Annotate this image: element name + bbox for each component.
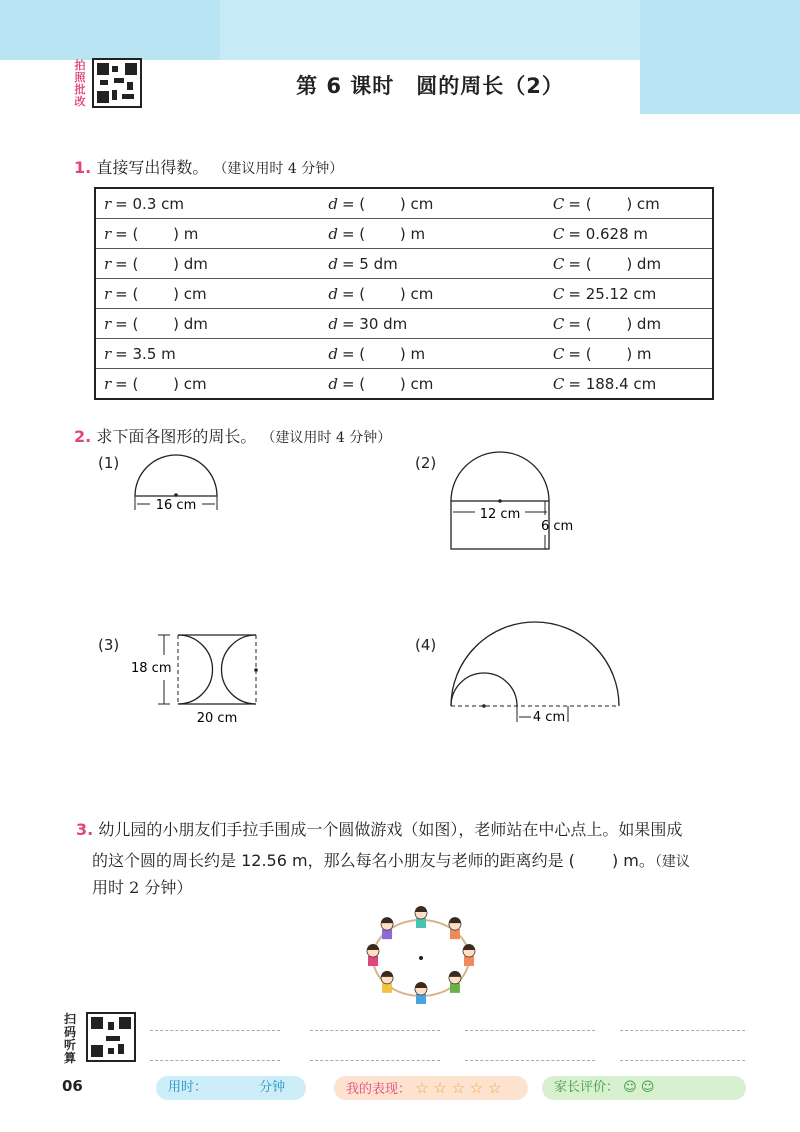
- children-circle-illustration: [356, 905, 486, 1010]
- q1-cell-c[interactable]: C = ( ) dm: [545, 249, 713, 279]
- q1-cell-c[interactable]: C = 0.628 m: [545, 219, 713, 249]
- child-figure: [449, 971, 461, 993]
- fig3-shape: [131, 635, 258, 726]
- answer-line: [310, 1060, 440, 1061]
- fig1-semicircle: [135, 455, 217, 513]
- q1-table: [94, 187, 714, 400]
- fig2-width: 12 cm: [479, 507, 521, 522]
- child-figure: [463, 944, 475, 966]
- q1-cell-d[interactable]: d = ( ) m: [320, 219, 545, 249]
- q1-cell-d[interactable]: d = ( ) cm: [320, 279, 545, 309]
- child-figure: [415, 982, 427, 1004]
- q2-number: 2.: [74, 427, 92, 446]
- face-icons[interactable]: ☺ ☺: [623, 1080, 655, 1095]
- scan-label: 扫码听算: [64, 1012, 77, 1065]
- header-stripe-left: [0, 0, 220, 60]
- q1-cell-c[interactable]: C = ( ) m: [545, 339, 713, 369]
- q1-cell-r[interactable]: r = ( ) dm: [95, 309, 320, 339]
- q1-row: [95, 279, 713, 309]
- q1-cell-d[interactable]: d = ( ) m: [320, 339, 545, 369]
- page-number: 06: [62, 1077, 83, 1095]
- q3-line1: 3. 幼儿园的小朋友们手拉手围成一个圆做游戏（如图），老师站在中心点上。如果围成: [76, 820, 683, 839]
- parent-eval-pill: 家长评价： ☺ ☺: [542, 1076, 746, 1100]
- header-stripe-right: [640, 0, 800, 114]
- q3-line2: 的这个圆的周长约是 12.56 m，那么每名小朋友与老师的距离约是 ( ) m。（建议: [92, 851, 690, 870]
- listen-qr-icon[interactable]: [86, 1012, 136, 1062]
- qr-code-icon[interactable]: [92, 58, 142, 108]
- q1-prompt: 直接写出得数。: [96, 158, 209, 177]
- answer-line: [150, 1030, 280, 1031]
- fig4-label: (4): [415, 636, 437, 654]
- q1-cell-d[interactable]: d = ( ) cm: [320, 369, 545, 400]
- child-figure: [367, 944, 379, 966]
- q1-row: [95, 309, 713, 339]
- answer-line: [465, 1060, 595, 1061]
- q1-row: [95, 339, 713, 369]
- answer-line: [620, 1060, 745, 1061]
- q1-cell-r[interactable]: r = ( ) m: [95, 219, 320, 249]
- answer-line: [620, 1030, 745, 1031]
- q1-row: [95, 369, 713, 400]
- q1-cell-c[interactable]: C = 25.12 cm: [545, 279, 713, 309]
- q1-cell-r[interactable]: r = ( ) cm: [95, 369, 320, 400]
- q3-line3: 用时 2 分钟）: [92, 878, 193, 897]
- fig4-dim: 4 cm: [532, 710, 566, 725]
- fig2-height: 6 cm: [541, 519, 574, 534]
- q1-cell-d[interactable]: d = 5 dm: [320, 249, 545, 279]
- star-rating[interactable]: ☆ ☆ ☆ ☆ ☆: [415, 1079, 502, 1097]
- q1-cell-c[interactable]: C = ( ) dm: [545, 309, 713, 339]
- page-title: 第 6 课时 圆的周长（2）: [296, 74, 564, 98]
- q1-hint: （建议用时 4 分钟）: [213, 161, 344, 177]
- q1-number: 1.: [74, 158, 92, 177]
- fig2-shape: [451, 452, 573, 549]
- answer-line: [465, 1030, 595, 1031]
- q2-prompt: 求下面各图形的周长。: [96, 427, 257, 446]
- time-used-pill: 用时： 分钟: [156, 1076, 306, 1100]
- q1-cell-c[interactable]: C = ( ) cm: [552, 195, 660, 213]
- q1-heading: [74, 155, 343, 178]
- performance-pill: 我的表现： ☆ ☆ ☆ ☆ ☆: [334, 1076, 528, 1100]
- q2-figures: [0, 440, 800, 740]
- q1-row: [95, 188, 713, 219]
- fig3-width: 20 cm: [196, 711, 238, 726]
- photo-grading-label: 拍照批改: [74, 59, 86, 108]
- fig1-dim: 16 cm: [155, 498, 197, 513]
- q1-cell-c[interactable]: C = 188.4 cm: [545, 369, 713, 400]
- q1-cell-r[interactable]: r = 3.5 m: [95, 339, 320, 369]
- q1-cell-r[interactable]: r = ( ) dm: [95, 249, 320, 279]
- q1-row: [95, 219, 713, 249]
- q1-cell-r[interactable]: r = ( ) cm: [95, 279, 320, 309]
- header-stripe-mid: [220, 0, 640, 60]
- child-figure: [415, 906, 427, 928]
- fig1-label: (1): [98, 454, 120, 472]
- fig3-height: 18 cm: [131, 661, 172, 676]
- answer-line: [310, 1030, 440, 1031]
- fig2-label: (2): [415, 454, 437, 472]
- q1-cell-d[interactable]: d = 30 dm: [320, 309, 545, 339]
- answer-line: [150, 1060, 280, 1061]
- fig4-shape: [451, 622, 619, 725]
- fig3-label: (3): [98, 636, 120, 654]
- child-figure: [449, 917, 461, 939]
- q2-hint: （建议用时 4 分钟）: [261, 430, 392, 446]
- q1-cell-d[interactable]: d = ( ) cm: [328, 195, 434, 213]
- q3-number: 3.: [76, 820, 94, 839]
- child-figure: [381, 971, 393, 993]
- q1-cell-r[interactable]: r = 0.3 cm: [104, 194, 184, 213]
- q1-row: [95, 249, 713, 279]
- child-figure: [381, 917, 393, 939]
